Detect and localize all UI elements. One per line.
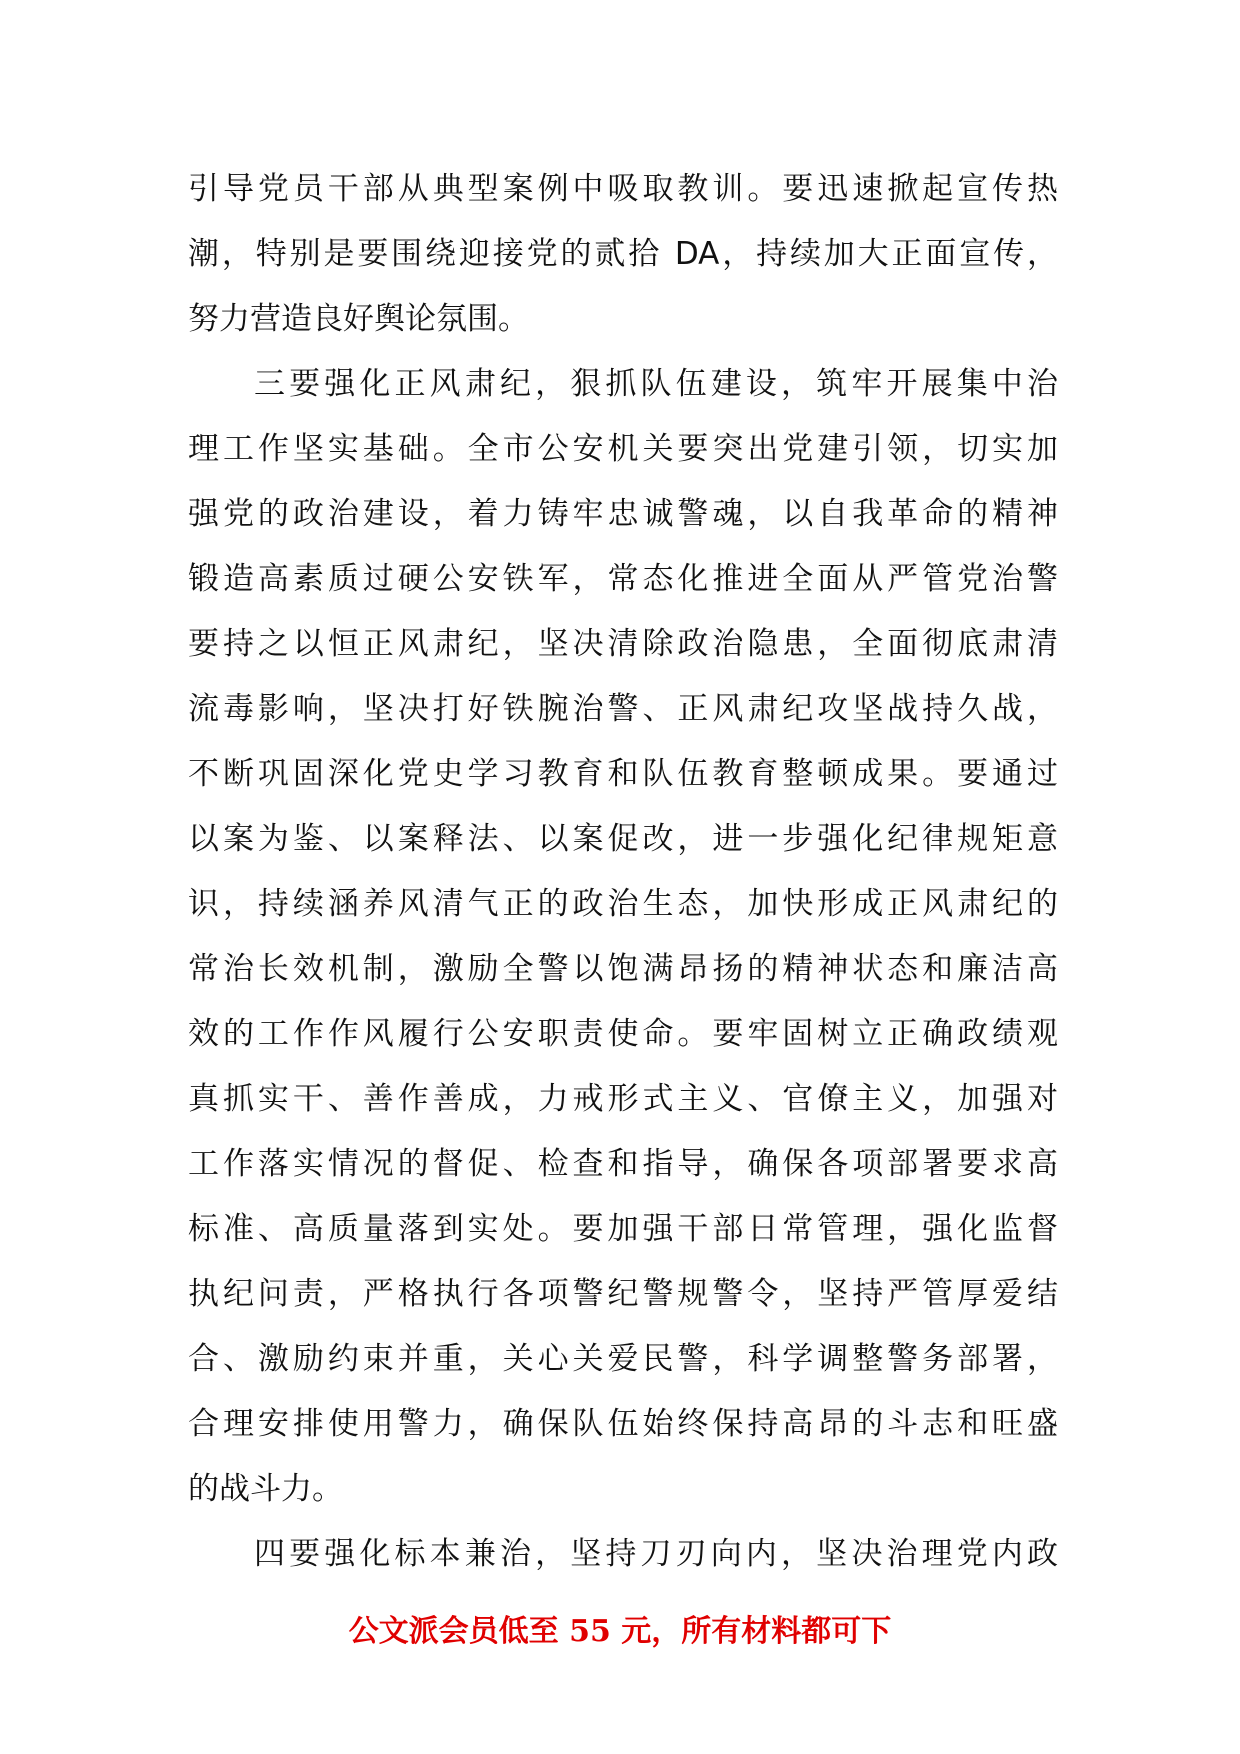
paragraph xyxy=(188,352,1058,1522)
text-line: 的战斗力。 xyxy=(188,1471,343,1507)
text-line: 三要强化正风肃纪，狠抓队伍建设，筑牢开展集中治 xyxy=(254,366,1058,402)
text-line: 合、激励约束并重，关心关爱民警，科学调整警务部署， xyxy=(188,1341,1058,1377)
text-line: 常治长效机制，激励全警以饱满昂扬的精神状态和廉洁高 xyxy=(188,951,1058,987)
text-line: 不断巩固深化党史学习教育和队伍教育整顿成果。要通过 xyxy=(188,756,1058,792)
text-line: 锻造高素质过硬公安铁军，常态化推进全面从严管党治警 xyxy=(188,561,1058,597)
text-line: 四要强化标本兼治，坚持刀刃向内，坚决治理党内政 xyxy=(254,1536,1058,1572)
text-line: 效的工作作风履行公安职责使命。要牢固树立正确政绩观 xyxy=(188,1016,1058,1052)
text-line: 引导党员干部从典型案例中吸取教训。要迅速掀起宣传热 xyxy=(188,171,1058,207)
paragraph xyxy=(188,1522,1058,1587)
text-line: 以案为鉴、以案释法、以案促改，进一步强化纪律规矩意 xyxy=(188,821,1058,857)
text-line: 潮，特别是要围绕迎接党的贰拾 DA，持续加大正面宣传， xyxy=(188,236,1058,272)
text-line: 工作落实情况的督促、检查和指导，确保各项部署要求高 xyxy=(188,1146,1058,1182)
text-line: 标准、高质量落到实处。要加强干部日常管理，强化监督 xyxy=(188,1211,1058,1247)
text-line: 执纪问责，严格执行各项警纪警规警令，坚持严管厚爱结 xyxy=(188,1276,1058,1312)
text-line: 要持之以恒正风肃纪，坚决清除政治隐患，全面彻底肃清 xyxy=(188,626,1058,662)
text-line: 努力营造良好舆论氛围。 xyxy=(188,301,529,337)
body-text xyxy=(188,157,1058,1587)
text-line: 真抓实干、善作善成，力戒形式主义、官僚主义，加强对 xyxy=(188,1081,1058,1117)
text-line: 识，持续涵养风清气正的政治生态，加快形成正风肃纪的 xyxy=(188,886,1058,922)
paragraph xyxy=(188,157,1058,352)
text-line: 合理安排使用警力，确保队伍始终保持高昂的斗志和旺盛 xyxy=(188,1406,1058,1442)
text-line: 强党的政治建设，着力铸牢忠诚警魂，以自我革命的精神 xyxy=(188,496,1058,532)
text-line: 理工作坚实基础。全市公安机关要突出党建引领，切实加 xyxy=(188,431,1058,467)
promo-footer-note: 公文派会员低至 55 元，所有材料都可下 xyxy=(348,1614,892,1649)
text-line: 流毒影响，坚决打好铁腕治警、正风肃纪攻坚战持久战， xyxy=(188,691,1058,727)
